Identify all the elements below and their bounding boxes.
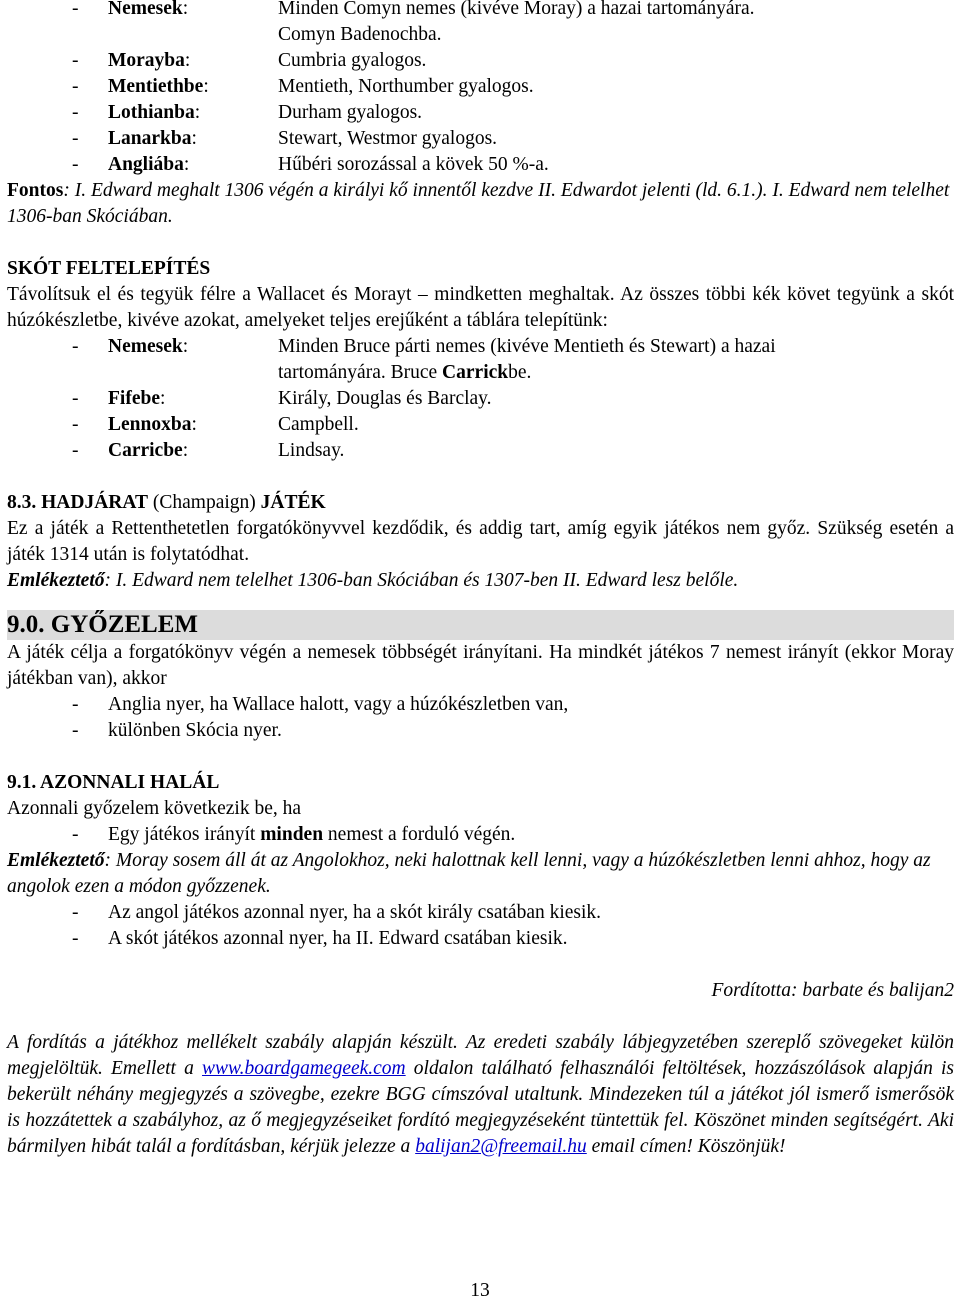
list-label: Nemesek <box>108 0 183 19</box>
translator-credit: Fordította: barbate és balijan2 <box>711 980 954 1001</box>
section-heading-azonnali: 9.1. AZONNALI HALÁL <box>7 772 220 793</box>
document-page <box>7 0 954 1160</box>
skot-list <box>7 334 954 464</box>
list-value: Minden Bruce párti nemes (kivéve Mentieth és Stewart) a hazai <box>278 336 776 357</box>
list-label: Angliába <box>108 154 184 175</box>
list-item: - Egy játékos irányít minden nemest a forduló végén. <box>72 824 516 845</box>
list-value: Campbell. <box>278 414 359 435</box>
list-label: Fifebe <box>108 388 160 409</box>
list-value: Durham gyalogos. <box>278 102 423 123</box>
list-value: Cumbria gyalogos. <box>278 50 427 71</box>
gyozelem-paragraph: A játék célja a forgatókönyv végén a nemesek többségét irányítani. Ha mindkét játékos 7 nemest irányít (ekkor Moray játékban van), akkor <box>7 642 954 689</box>
section-heading-hadjarat: 8.3. HADJÁRAT (Champaign) JÁTÉK <box>7 492 326 513</box>
list-value: Király, Douglas és Barclay. <box>278 388 492 409</box>
section-heading-gyozelem: 9.0. GYŐZELEM <box>7 610 954 640</box>
list-continuation: Comyn Badenochba. <box>278 24 442 45</box>
list-item: - Lanarkba: Stewart, Westmor gyalogos. <box>7 126 954 152</box>
list-item: - Anglia nyer, ha Wallace halott, vagy a húzókészletben van, <box>72 694 569 715</box>
fontos-note <box>7 178 954 230</box>
top-list <box>7 0 954 178</box>
list-item: - Lennoxba: Campbell. <box>7 412 954 438</box>
list-continuation: tartományára. Bruce Carrickbe. <box>278 362 532 383</box>
list-item: - A skót játékos azonnal nyer, ha II. Edward csatában kiesik. <box>72 928 568 949</box>
list-value: Mentieth, Northumber gyalogos. <box>278 76 534 97</box>
list-value: Hűbéri sorozással a kövek 50 %-a. <box>278 154 549 175</box>
list-label: Mentiethbe <box>108 76 204 97</box>
azonnali-paragraph: Azonnali győzelem következik be, ha <box>7 798 302 819</box>
list-label: Nemesek <box>108 336 183 357</box>
list-label: Lennoxba <box>108 414 192 435</box>
list-item: - Mentiethbe: Mentieth, Northumber gyalogos. <box>7 74 954 100</box>
list-item: - Carricbe: Lindsay. <box>7 438 954 464</box>
list-item: - Nemesek: Minden Bruce párti nemes (kivéve Mentieth és Stewart) a hazai <box>7 334 954 360</box>
list-label: Carricbe <box>108 440 183 461</box>
list-item: - különben Skócia nyer. <box>72 720 282 741</box>
list-value: Minden Comyn nemes (kivéve Moray) a hazai tartományára. <box>278 0 755 19</box>
fontos-label: Fontos <box>7 180 64 201</box>
section-heading-skot: SKÓT FELTELEPÍTÉS <box>7 258 211 279</box>
list-dash: - <box>72 0 79 19</box>
list-label: Morayba <box>108 50 185 71</box>
list-item: - Az angol játékos azonnal nyer, ha a skót király csatában kiesik. <box>72 902 602 923</box>
list-value: Lindsay. <box>278 440 345 461</box>
emlekezteto-note: Emlékeztető: I. Edward nem telelhet 1306-ban Skóciában és 1307-ben II. Edward lesz belőle. <box>7 570 739 591</box>
email-link[interactable]: balijan2@freemail.hu <box>415 1136 587 1157</box>
list-label: Lothianba <box>108 102 195 123</box>
list-item: - Morayba: Cumbria gyalogos. <box>7 48 954 74</box>
closing-paragraph: A fordítás a játékhoz mellékelt szabály alapján készült. Az eredeti szabály lábjegyzetében szereplő szövegeket külön megjelöltük. Emellett a www.boardgamegeek.com oldalon található felhasználói feltöltések, hozzászólások alapján is bekerült néhány megjegyzés a szövegbe, ezekre BGG címszóval utaltunk. Mindezeken túl a játékot jól ismerő ismerősök is hozzátettek a szabályhoz, az ő megjegyzéseiket fordító megjegyzéseként tüntettük fel. Köszönet minden segítségért. Aki bármilyen hibát talál a fordításban, kérjük jelezze a balijan2@freemail.hu email címen! Köszönjük! <box>7 1032 954 1157</box>
emlekezteto-label: Emlékeztető <box>7 570 105 591</box>
fontos-text: : I. Edward meghalt 1306 végén a királyi kő innentől kezdve II. Edwardot jelenti (ld. 6.1.). I. Edward nem telelhet 1306-ban Skóciában. <box>7 180 950 227</box>
list-item: - Fifebe: Király, Douglas és Barclay. <box>7 386 954 412</box>
hadjarat-paragraph: Ez a játék a Rettenthetetlen forgatókönyvvel kezdődik, és addig tart, amíg egyik játékos nem győz. Szükség esetén a játék 1314 után is folytatódhat. <box>7 518 954 565</box>
list-item: - Nemesek: Minden Comyn nemes (kivéve Moray) a hazai tartományára. <box>7 0 954 22</box>
list-item: - Lothianba: Durham gyalogos. <box>7 100 954 126</box>
list-value: Stewart, Westmor gyalogos. <box>278 128 498 149</box>
emlekezteto-label: Emlékeztető <box>7 850 105 871</box>
bgg-link[interactable]: www.boardgamegeek.com <box>202 1058 406 1079</box>
skot-paragraph: Távolítsuk el és tegyük félre a Wallacet és Morayt – mindketten meghaltak. Az összes többi kék követ tegyünk a skót húzókészletbe, kivéve azokat, amelyeket teljes erejűként a táblára telepítünk: <box>7 284 954 331</box>
page-number: 13 <box>470 1280 490 1301</box>
list-item: - Angliába: Hűbéri sorozással a kövek 50 %-a. <box>7 152 954 178</box>
list-label: Lanarkba <box>108 128 192 149</box>
emlekezteto-note: Emlékeztető: Moray sosem áll át az Angolokhoz, neki halottnak kell lenni, vagy a húzókészletben lenni ahhoz, hogy az angolok ezen a módon győzzenek. <box>7 850 931 897</box>
